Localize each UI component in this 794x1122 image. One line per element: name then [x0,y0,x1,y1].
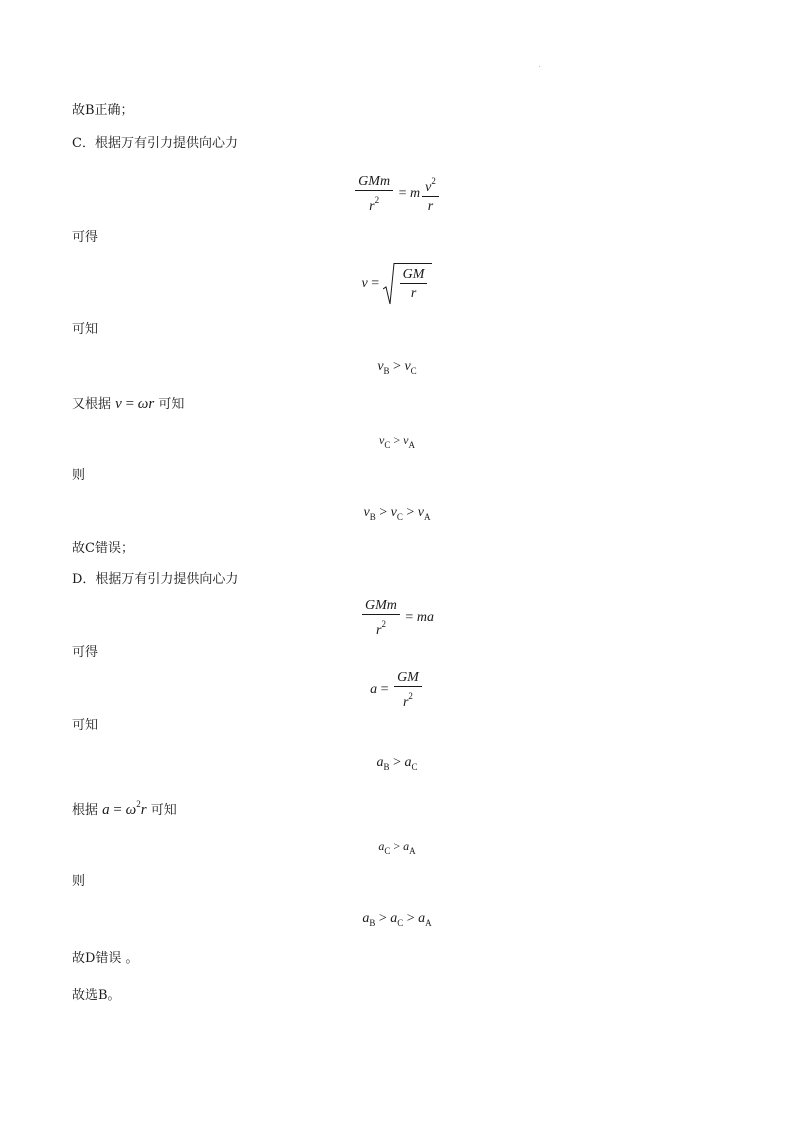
equation-inequality [0,359,794,379]
subscript: C [410,366,417,376]
exponent: 2 [374,195,380,205]
equation-inequality [0,432,794,453]
var: a [376,755,384,770]
radical-sign-icon [383,263,395,305]
var: v [115,396,122,412]
subscript: C [411,762,418,772]
var: a [390,911,398,926]
subscript: A [408,440,415,450]
operator: > [390,433,404,447]
var: ma [416,610,434,626]
text-line: 故C错误； [72,541,134,556]
subscript: C [384,846,391,856]
equation-inequality [0,755,794,775]
subscript: C [397,918,404,928]
operator: > [389,755,405,770]
text-line: 可知 [72,718,99,733]
equation-inequality [0,838,794,859]
var: r [140,802,147,818]
equation-velocity [0,263,794,305]
text: 根据 [72,803,99,818]
var: v [390,505,397,520]
var: r [376,623,382,638]
var: a [370,682,378,698]
inline-equation [115,396,154,412]
var: ω [125,802,137,818]
equation-inequality-chain [0,505,794,525]
subscript: C [384,440,391,450]
numerator: GMm [355,174,393,191]
subscript: A [425,918,432,928]
exponent: 2 [431,176,436,186]
square-root [383,263,433,305]
text-line: 故D错误 。 [72,951,139,966]
text-line [72,396,184,413]
var: v [379,433,385,447]
var: ωr [137,396,155,412]
subscript: B [383,366,390,376]
text-line: D．根据万有引力提供向心力 [72,572,239,587]
var: a [378,839,385,853]
text: 可知 [158,397,185,412]
var: v [361,276,368,292]
equals-sign: = [377,682,393,698]
equals-sign: = [367,276,383,292]
equation-acceleration [0,670,794,710]
text: 可知 [150,803,177,818]
denominator [400,687,416,710]
fraction [394,670,422,710]
numerator [422,174,439,197]
text-line: 故选B。 [72,988,121,1003]
var: a [362,911,370,926]
scan-speck [539,66,540,67]
fraction [362,598,400,638]
operator: > [375,505,391,520]
inline-equation [102,799,147,818]
numerator: GM [394,670,422,687]
numerator: GMm [362,598,400,615]
equals-sign: = [121,396,138,412]
numerator: GM [400,267,428,284]
denominator [373,615,389,638]
denominator: r [427,199,434,214]
fraction [355,174,393,214]
var: r [369,199,375,214]
subscript: A [424,512,431,522]
operator: > [389,359,405,374]
subscript: B [369,918,376,928]
text-line: 故B正确； [72,103,134,118]
text-line [72,796,177,819]
equals-sign: = [395,186,410,202]
var: r [402,695,409,710]
equation-inequality-chain [0,911,794,931]
radicand [395,263,433,305]
var: a [102,802,110,818]
equation-gravity-acceleration [0,598,794,638]
var: v [377,359,384,374]
var: m [409,186,421,202]
text-line: 可得 [72,645,99,660]
var: v [403,433,409,447]
var: a [404,755,412,770]
text-line: 则 [72,874,86,889]
exponent: 2 [381,619,386,629]
text: 又根据 [72,397,112,412]
equation-gravity-centripetal [0,174,794,214]
equals-sign: = [109,802,126,818]
operator: > [403,911,419,926]
denominator [366,191,382,214]
operator: > [375,911,391,926]
operator: > [402,505,418,520]
fraction [400,267,428,301]
text-line: 可知 [72,322,99,337]
var: v [425,180,432,195]
text-line: 则 [72,468,86,483]
text-line: 可得 [72,230,99,245]
denominator: r [410,286,417,301]
var: v [363,505,370,520]
fraction [422,174,439,214]
operator: > [390,839,404,853]
var: v [417,505,424,520]
subscript: B [383,762,390,772]
text-line: C．根据万有引力提供向心力 [72,136,238,151]
equals-sign: = [401,610,417,626]
subscript: A [409,846,416,856]
subscript: B [369,512,376,522]
exponent: 2 [136,799,141,809]
var: a [403,839,410,853]
var: v [404,359,411,374]
exponent: 2 [408,691,413,701]
var: a [418,911,426,926]
subscript: C [396,512,403,522]
